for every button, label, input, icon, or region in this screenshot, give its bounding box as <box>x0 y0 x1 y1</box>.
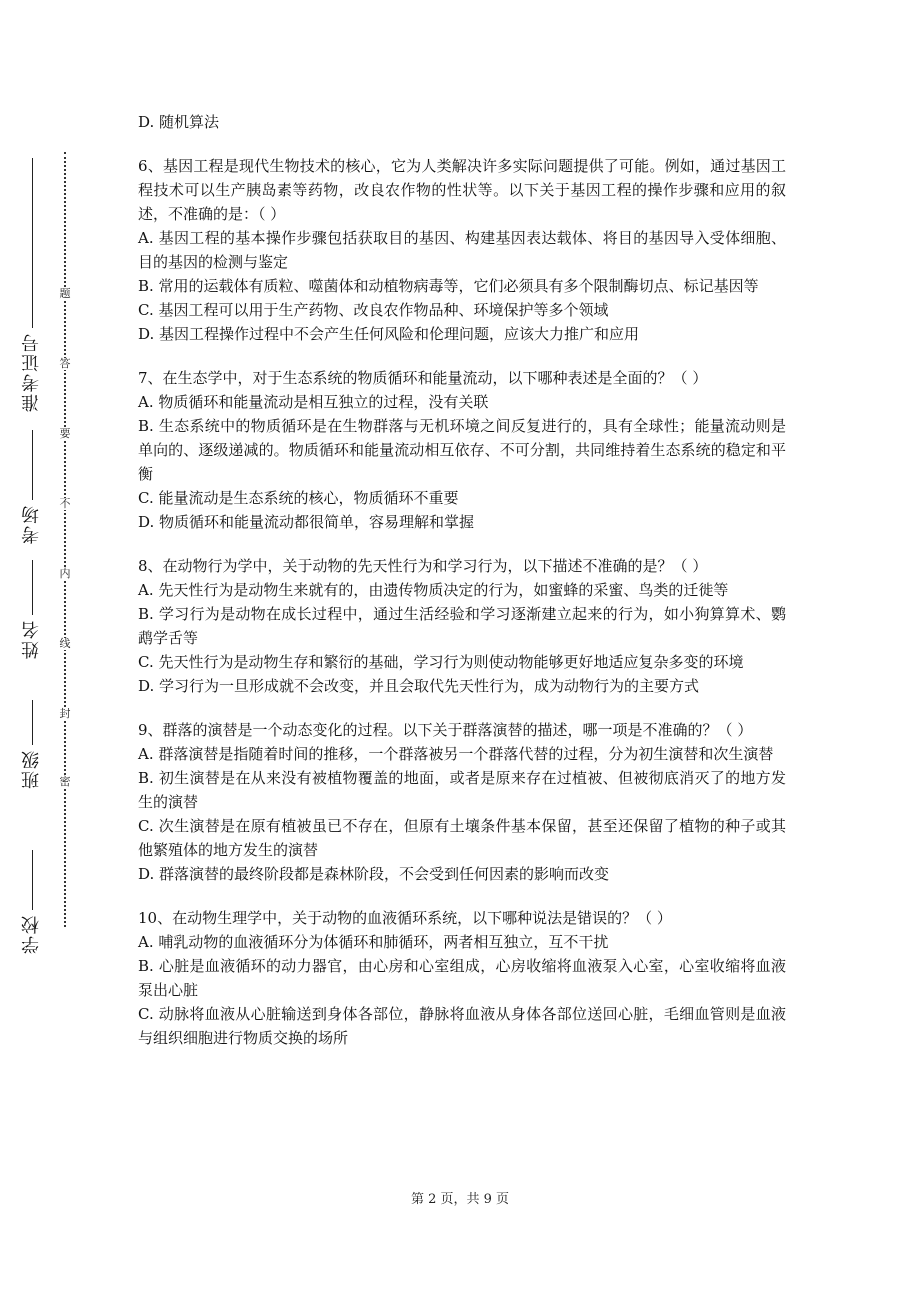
spacer <box>138 534 786 554</box>
exam-room-field <box>14 430 50 544</box>
spacer <box>138 346 786 366</box>
exam-id-line <box>32 158 33 328</box>
binding-margin <box>0 0 120 1302</box>
class-label: 班级 <box>21 749 42 789</box>
option-a: A. 基因工程的基本操作步骤包括获取目的基因、构建基因表达载体、将目的基因导入受体细胞、目的基因的检测与鉴定 <box>138 229 786 271</box>
question-content <box>138 110 786 1050</box>
question-stem: 7、在生态学中，对于生态系统的物质循环和能量流动，以下哪种表述是全面的？（ ） <box>138 369 708 387</box>
previous-option-d: D. 随机算法 <box>138 113 220 131</box>
seal-char: 内 <box>59 567 71 580</box>
exam-id-field <box>14 158 50 412</box>
question-8 <box>138 554 786 698</box>
option-b: B. 生态系统中的物质循环是在生物群落与无机环境之间反复进行的，具有全球性；能量流动则是单向的、逐级递减的。物质循环和能量流动相互依存、不可分割，共同维持着生态系统的稳定和平衡 <box>138 417 786 483</box>
question-6 <box>138 154 786 346</box>
option-a: A. 哺乳动物的血液循环分为体循环和肺循环，两者相互独立，互不干扰 <box>138 933 609 951</box>
class-line <box>32 700 33 745</box>
exam-room-line <box>32 430 33 500</box>
spacer <box>138 134 786 154</box>
school-label: 学校 <box>21 914 42 954</box>
option-c: C. 次生演替是在原有植被虽已不存在，但原有土壤条件基本保留，甚至还保留了植物的种子或其他繁殖体的地方发生的演替 <box>138 817 786 859</box>
spacer <box>138 886 786 906</box>
seal-char: 线 <box>59 637 71 650</box>
option-b: B. 学习行为是动物在成长过程中，通过生活经验和学习逐渐建立起来的行为，如小狗算算术、鹦鹉学舌等 <box>138 605 786 647</box>
option-c: C. 基因工程可以用于生产药物、改良农作物品种、环境保护等多个领域 <box>138 301 609 319</box>
name-line <box>32 560 33 615</box>
seal-char: 要 <box>59 427 71 440</box>
option-c: C. 动脉将血液从心脏输送到身体各部位，静脉将血液从身体各部位送回心脏，毛细血管则是血液与组织细胞进行物质交换的场所 <box>138 1005 786 1047</box>
page-footer: 第 2 页，共 9 页 <box>410 1192 510 1207</box>
seal-char: 密 <box>59 775 71 788</box>
option-a: A. 物质循环和能量流动是相互独立的过程，没有关联 <box>138 393 489 411</box>
question-stem: 9、群落的演替是一个动态变化的过程。以下关于群落演替的描述，哪一项是不准确的？（ ） <box>138 721 753 739</box>
option-d: D. 物质循环和能量流动都很简单，容易理解和掌握 <box>138 513 475 531</box>
option-b: B. 初生演替是在从来没有被植物覆盖的地面，或者是原来存在过植被、但被彻底消灭了的地方发生的演替 <box>138 769 786 811</box>
question-10 <box>138 906 786 1050</box>
question-stem: 8、在动物行为学中，关于动物的先天性行为和学习行为，以下描述不准确的是？（ ） <box>138 557 708 575</box>
option-b: B. 心脏是血液循环的动力器官，由心房和心室组成，心房收缩将血液泵入心室，心室收缩将血液泵出心脏 <box>138 957 786 999</box>
exam-room-label: 考场 <box>21 504 42 544</box>
school-line <box>32 850 33 910</box>
option-a: A. 群落演替是指随着时间的推移，一个群落被另一个群落代替的过程，分为初生演替和次生演替 <box>138 745 774 763</box>
spacer <box>138 698 786 718</box>
option-c: C. 先天性行为是动物生存和繁衍的基础，学习行为则使动物能够更好地适应复杂多变的环境 <box>138 653 744 671</box>
question-stem: 6、基因工程是现代生物技术的核心，它为人类解决许多实际问题提供了可能。例如，通过基因工程技术可以生产胰岛素等药物，改良农作物的性状等。以下关于基因工程的操作步骤和应用的叙述，不准确的是：（ ） <box>138 157 786 223</box>
seal-char: 答 <box>59 357 71 370</box>
seal-char: 不 <box>59 497 71 510</box>
question-7 <box>138 366 786 534</box>
school-field <box>14 850 50 954</box>
seal-char: 题 <box>59 287 71 300</box>
seal-char: 封 <box>59 707 71 720</box>
option-b: B. 常用的运载体有质粒、噬菌体和动植物病毒等，它们必须具有多个限制酶切点、标记基因等 <box>138 277 759 295</box>
option-d: D. 学习行为一旦形成就不会改变，并且会取代先天性行为，成为动物行为的主要方式 <box>138 677 700 695</box>
option-d: D. 群落演替的最终阶段都是森林阶段，不会受到任何因素的影响而改变 <box>138 865 610 883</box>
seal-dotted-line <box>64 152 66 927</box>
option-d: D. 基因工程操作过程中不会产生任何风险和伦理问题，应该大力推广和应用 <box>138 325 640 343</box>
name-label: 姓名 <box>21 619 42 659</box>
exam-id-label: 准考证号 <box>21 332 42 412</box>
question-9 <box>138 718 786 886</box>
name-field <box>14 560 50 659</box>
question-stem: 10、在动物生理学中，关于动物的血液循环系统，以下哪种说法是错误的？（ ） <box>138 909 672 927</box>
class-field <box>14 700 50 789</box>
option-a: A. 先天性行为是动物生来就有的，由遗传物质决定的行为，如蜜蜂的采蜜、鸟类的迁徙等 <box>138 581 729 599</box>
option-c: C. 能量流动是生态系统的核心，物质循环不重要 <box>138 489 459 507</box>
